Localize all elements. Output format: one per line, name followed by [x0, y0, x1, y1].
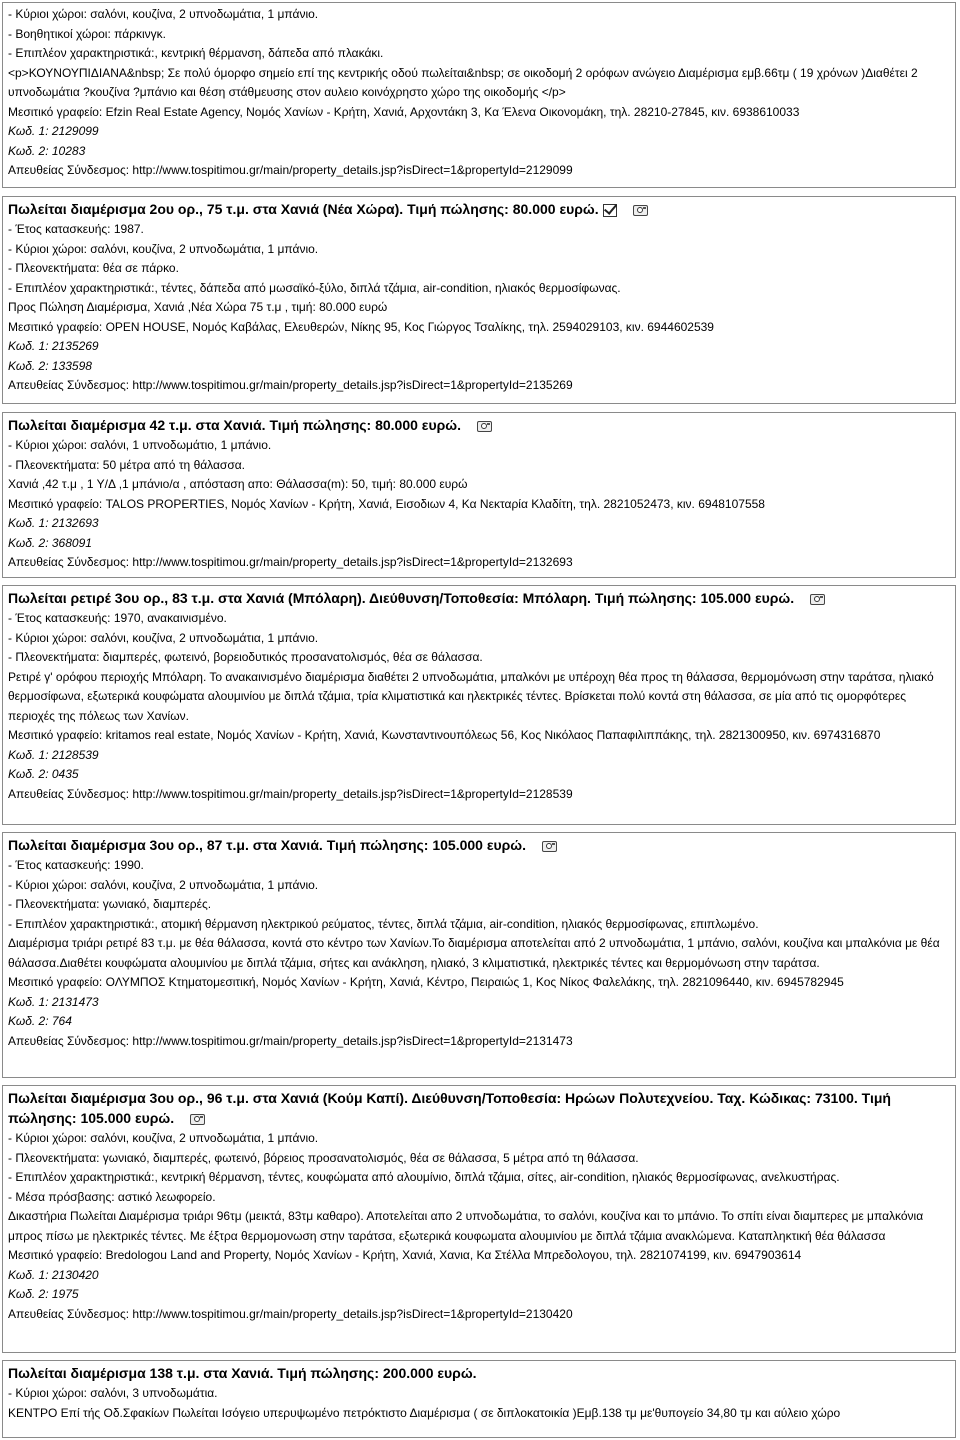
listing-line: - Κύριοι χώροι: σαλόνι, κουζίνα, 2 υπνοδωμάτια, 1 μπάνιο.	[8, 7, 319, 21]
listing-title[interactable]	[8, 1088, 950, 1128]
code-1: Κωδ. 1: 2131473	[8, 994, 99, 1009]
listing-line: - Μέσα πρόσβασης: αστικό λεωφορείο.	[8, 1189, 216, 1204]
listing-line: - Κύριοι χώροι: σαλόνι, κουζίνα, 2 υπνοδωμάτια, 1 μπάνιο.	[8, 630, 319, 645]
agency-line: Μεσιτικό γραφείο: OPEN HOUSE, Νομός Καβάλας, Ελευθερών, Νίκης 95, Κος Γιώργος Τσαλίκης, τηλ. 2594029103, κιν. 6944602539	[8, 319, 714, 334]
listing-box	[2, 832, 956, 1078]
listing-title-text: Πωλείται διαμέρισμα 3ου ορ., 96 τ.μ. στα Χανιά (Κούμ Καπί). Διεύθυνση/Τοποθεσία: Ηρώων Πολυτεχνείου. Ταχ. Κώδικας: 73100. Τιμή πώλησης: 105.000 ευρώ.	[8, 1090, 891, 1126]
listing-box	[2, 1085, 956, 1353]
listing-line: - Πλεονεκτήματα: θέα σε πάρκο.	[8, 261, 179, 275]
listing-box	[2, 585, 956, 825]
code-2: Κωδ. 2: 1975	[8, 1287, 79, 1301]
listing-title-text: Πωλείται διαμέρισμα 138 τ.μ. στα Χανιά. Τιμή πώλησης: 200.000 ευρώ.	[8, 1365, 477, 1381]
listing-line: - Επιπλέον χαρακτηριστικά:, κεντρική θέρμανση, τέντες, κουφώματα από αλουμίνιο, διπλά τζάμια, σίτες, air-condition, ηλιακός θερμοσίφωνας, ανελκυστήρας.	[8, 1170, 840, 1184]
code-2: Κωδ. 2: 133598	[8, 358, 92, 373]
listing-line: - Επιπλέον χαρακτηριστικά:, ατομική θέρμανση ηλεκτρικού ρεύματος, τέντες, διπλά τζάμια, air-condition, ηλιακός θερμοσίφωνας, επιπλωμένο.	[8, 916, 759, 931]
camera-icon[interactable]	[810, 594, 825, 605]
code-2: Κωδ. 2: 764	[8, 1014, 72, 1028]
listing-line: - Κύριοι χώροι: σαλόνι, κουζίνα, 2 υπνοδωμάτια, 1 μπάνιο.	[8, 1131, 319, 1145]
listing-line: Προς Πώληση Διαμέρισμα, Χανιά ,Νέα Χώρα 75 τ.μ , τιμή: 80.000 ευρώ	[8, 300, 388, 314]
direct-link[interactable]: Απευθείας Σύνδεσμος: http://www.tospitimou.gr/main/property_details.jsp?isDirect=1&propertyId=2130420	[8, 1306, 573, 1321]
camera-icon[interactable]	[633, 205, 648, 216]
listing-description: Ρετιρέ γ' ορόφου περιοχής Μπόλαρη. Το ανακαινισμένο διαμέρισμα διαθέτει 2 υπνοδωμάτια, μπαλκόνι με υπέροχη θέα προς τη θάλασσα, θερμομόνωση στην ταράτσα, ηλιακό θερμοσίφωνα, εξωτερικά κουφώματα αλουμινίου με διπλά τζάμια, τρία κλιματιστικά και ηλεκτρικές τέντες. Βρίσκεται πολύ κοντά στη θάλασσα, σε μία από τις ομορφότερες περιοχές της πόλεως των Χανίων.	[8, 669, 934, 723]
listing-line: - Έτος κατασκευής: 1987.	[8, 222, 144, 236]
code-2: Κωδ. 2: 368091	[8, 535, 92, 550]
camera-icon[interactable]	[477, 421, 492, 432]
agency-line: Μεσιτικό γραφείο: kritamos real estate, Νομός Χανίων - Κρήτη, Χανιά, Κωνσταντινουπόλεως 56, Κος Νικόλαος Παπαφιλιππάκης, τηλ. 2821300950, κιν. 6974316870	[8, 728, 881, 742]
camera-icon[interactable]	[190, 1114, 205, 1125]
listing-title-text: Πωλείται διαμέρισμα 42 τ.μ. στα Χανιά. Τιμή πώλησης: 80.000 ευρώ.	[8, 417, 461, 433]
listing-title-text: Πωλείται διαμέρισμα 2ου ορ., 75 τ.μ. στα Χανιά (Νέα Χώρα). Τιμή πώλησης: 80.000 ευρώ.	[8, 201, 599, 217]
listing-line: - Βοηθητικοί χώροι: πάρκινγκ.	[8, 26, 167, 41]
direct-link[interactable]: Απευθείας Σύνδεσμος: http://www.tospitimou.gr/main/property_details.jsp?isDirect=1&propertyId=2135269	[8, 378, 573, 392]
listing-line: - Κύριοι χώροι: σαλόνι, κουζίνα, 2 υπνοδωμάτια, 1 μπάνιο.	[8, 877, 319, 892]
listing-line: - Επιπλέον χαρακτηριστικά:, τέντες, δάπεδα από μωσαϊκό-ξύλο, διπλά τζάμια, air-condition, ηλιακός θερμοσίφωνας.	[8, 280, 621, 295]
listing-line: - Επιπλέον χαρακτηριστικά:, κεντρική θέρμανση, δάπεδα από πλακάκι.	[8, 46, 384, 60]
listing-line: - Πλεονεκτήματα: γωνιακό, διαμπερές.	[8, 897, 212, 911]
listing-line: - Πλεονεκτήματα: 50 μέτρα από τη θάλασσα.	[8, 457, 246, 472]
camera-icon[interactable]	[542, 841, 557, 852]
listing-title[interactable]	[8, 1363, 950, 1383]
agency-line: Μεσιτικό γραφείο: ΟΛΥΜΠΟΣ Κτηματομεσιτική, Νομός Χανίων - Κρήτη, Χανιά, Κέντρο, Πειραιώς 1, Κος Νίκος Φαλελάκης, τηλ. 2821096440, κιν. 6945782945	[8, 975, 844, 989]
listing-line: - Κύριοι χώροι: σαλόνι, κουζίνα, 2 υπνοδωμάτια, 1 μπάνιο.	[8, 241, 319, 256]
direct-link[interactable]: Απευθείας Σύνδεσμος: http://www.tospitimou.gr/main/property_details.jsp?isDirect=1&propertyId=2128539	[8, 786, 573, 801]
listing-title-text: Πωλείται διαμέρισμα 3ου ορ., 87 τ.μ. στα Χανιά. Τιμή πώλησης: 105.000 ευρώ.	[8, 837, 527, 853]
listing-box	[2, 196, 956, 404]
code-2: Κωδ. 2: 0435	[8, 767, 79, 781]
listing-title-text: Πωλείται ρετιρέ 3ου ορ., 83 τ.μ. στα Χανιά (Μπόλαρη). Διεύθυνση/Τοποθεσία: Μπόλαρη. Τιμή πώλησης: 105.000 ευρώ.	[8, 590, 795, 606]
direct-link[interactable]: Απευθείας Σύνδεσμος: http://www.tospitimou.gr/main/property_details.jsp?isDirect=1&propertyId=2129099	[8, 163, 573, 177]
listing-box	[2, 1360, 956, 1438]
listing-description: <p>ΚΟΥΝΟΥΠΙΔΙΑΝΑ&nbsp; Σε πολύ όμορφο σημείο επί της κεντρικής οδού πωλείται&nbsp; σε οικοδομή 2 ορόφων ανώγειο Διαμέρισμα εμβ.66τμ ( 19 χρόνων )Διαθέτει 2 υπνοδωμάτια ?κουζίνα ?μπάνιο και θέση στάθμευσης στον αυλειο κοινόχρηστο χώρο της οικοδομής </p>	[8, 65, 918, 99]
listing-description: Δικαστήρια Πωλείται Διαμέρισμα τριάρι 96τμ (μεικτά, 83τμ καθαρο). Αποτελείται απο 2 υπνοδωμάτια, το σαλόνι, κουζίνα και το μπάνιο. Το σπίτι είναι διαμπερες με μπαλκόνια μπρος πίσω με ηλεκτρικές τέντες. Με έξτρα θερμομονωση στην ταράτσα, εξωτερικά κουφωματα αλουμινίου με διπλά τζάμια ανακλώμενα. Καταπληκτική θέα θάλασσα	[8, 1209, 924, 1243]
direct-link[interactable]: Απευθείας Σύνδεσμος: http://www.tospitimou.gr/main/property_details.jsp?isDirect=1&propertyId=2132693	[8, 555, 573, 569]
code-1: Κωδ. 1: 2135269	[8, 339, 99, 353]
direct-link[interactable]: Απευθείας Σύνδεσμος: http://www.tospitimou.gr/main/property_details.jsp?isDirect=1&propertyId=2131473	[8, 1033, 573, 1048]
listing-title[interactable]	[8, 415, 950, 435]
checkbox-icon[interactable]	[603, 204, 617, 217]
listing-line: Χανιά ,42 τ.μ , 1 Υ/Δ ,1 μπάνιο/α , απόσταση απο: Θάλασσα(m): 50, τιμή: 80.000 ευρώ	[8, 477, 468, 491]
code-1: Κωδ. 1: 2130420	[8, 1267, 99, 1282]
code-1: Κωδ. 1: 2128539	[8, 747, 99, 762]
listing-line: - Πλεονεκτήματα: γωνιακό, διαμπερές, φωτεινό, βόρειος προσανατολισμός, θέα σε θάλασσα, 5 μέτρα από τη θάλασσα.	[8, 1150, 639, 1165]
code-1: Κωδ. 1: 2132693	[8, 516, 99, 530]
listing-title[interactable]	[8, 835, 950, 855]
listing-title[interactable]	[8, 199, 950, 219]
listing-line: - Κύριοι χώροι: σαλόνι, 3 υπνοδωμάτια.	[8, 1386, 218, 1400]
listing-line: - Έτος κατασκευής: 1990.	[8, 858, 144, 872]
agency-line: Μεσιτικό γραφείο: Efzin Real Estate Agency, Νομός Χανίων - Κρήτη, Χανιά, Αρχοντάκη 3, Κα Έλενα Οικονομάκη, τηλ. 28210-27845, κιν. 6938610033	[8, 104, 800, 119]
listing-title[interactable]	[8, 588, 950, 608]
listing-line: - Έτος κατασκευής: 1970, ανακαινισμένο.	[8, 611, 227, 625]
code-1: Κωδ. 1: 2129099	[8, 124, 99, 138]
listing-box	[2, 412, 956, 578]
listing-line: - Κύριοι χώροι: σαλόνι, 1 υπνοδωμάτιο, 1 μπάνιο.	[8, 438, 272, 452]
listing-line: - Πλεονεκτήματα: διαμπερές, φωτεινό, βορειοδυτικός προσανατολισμός, θέα σε θάλασσα.	[8, 650, 483, 664]
agency-line: Μεσιτικό γραφείο: Bredologou Land and Property, Νομός Χανίων - Κρήτη, Χανιά, Χανια, Κα Στέλλα Μπρεδολογου, τηλ. 2821074199, κιν. 6947903614	[8, 1248, 802, 1262]
listing-box	[2, 2, 956, 188]
listing-description: ΚΕΝΤΡΟ Επί τής Οδ.Σφακίων Πωλείται Ισόγειο υπερυψωμένο πετρόκτιστο Διαμέρισμα ( σε διπλοκατοικία )Εμβ.138 τμ με'θυπογείο 34,80 τμ και αύλειο χώρο	[8, 1405, 841, 1420]
code-2: Κωδ. 2: 10283	[8, 143, 86, 158]
listing-description: Διαμέρισμα τριάρι ρετιρέ 83 τ.μ. με θέα θάλασσα, κοντά στο κέντρο των Χανίων.Το διαμέρισμα αποτελείται από 2 υπνοδωμάτια, 1 μπάνιο, σαλόνι, κουζίνα και μπαλκόνια με θέα θάλασσα.Διαθέτει κουφώματα αλουμινίου με διπλά τζάμια, σήτες και ανάκληση, ηλιακό, 3 κλιματιστικά, ηλεκτρικές τέντες και θερμομόνωση στην ταράτσα.	[8, 936, 940, 970]
agency-line: Μεσιτικό γραφείο: TALOS PROPERTIES, Νομός Χανίων - Κρήτη, Χανιά, Εισοδιων 4, Κα Νεκταρία Κλαδίτη, τηλ. 2821052473, κιν. 6948107558	[8, 496, 765, 511]
